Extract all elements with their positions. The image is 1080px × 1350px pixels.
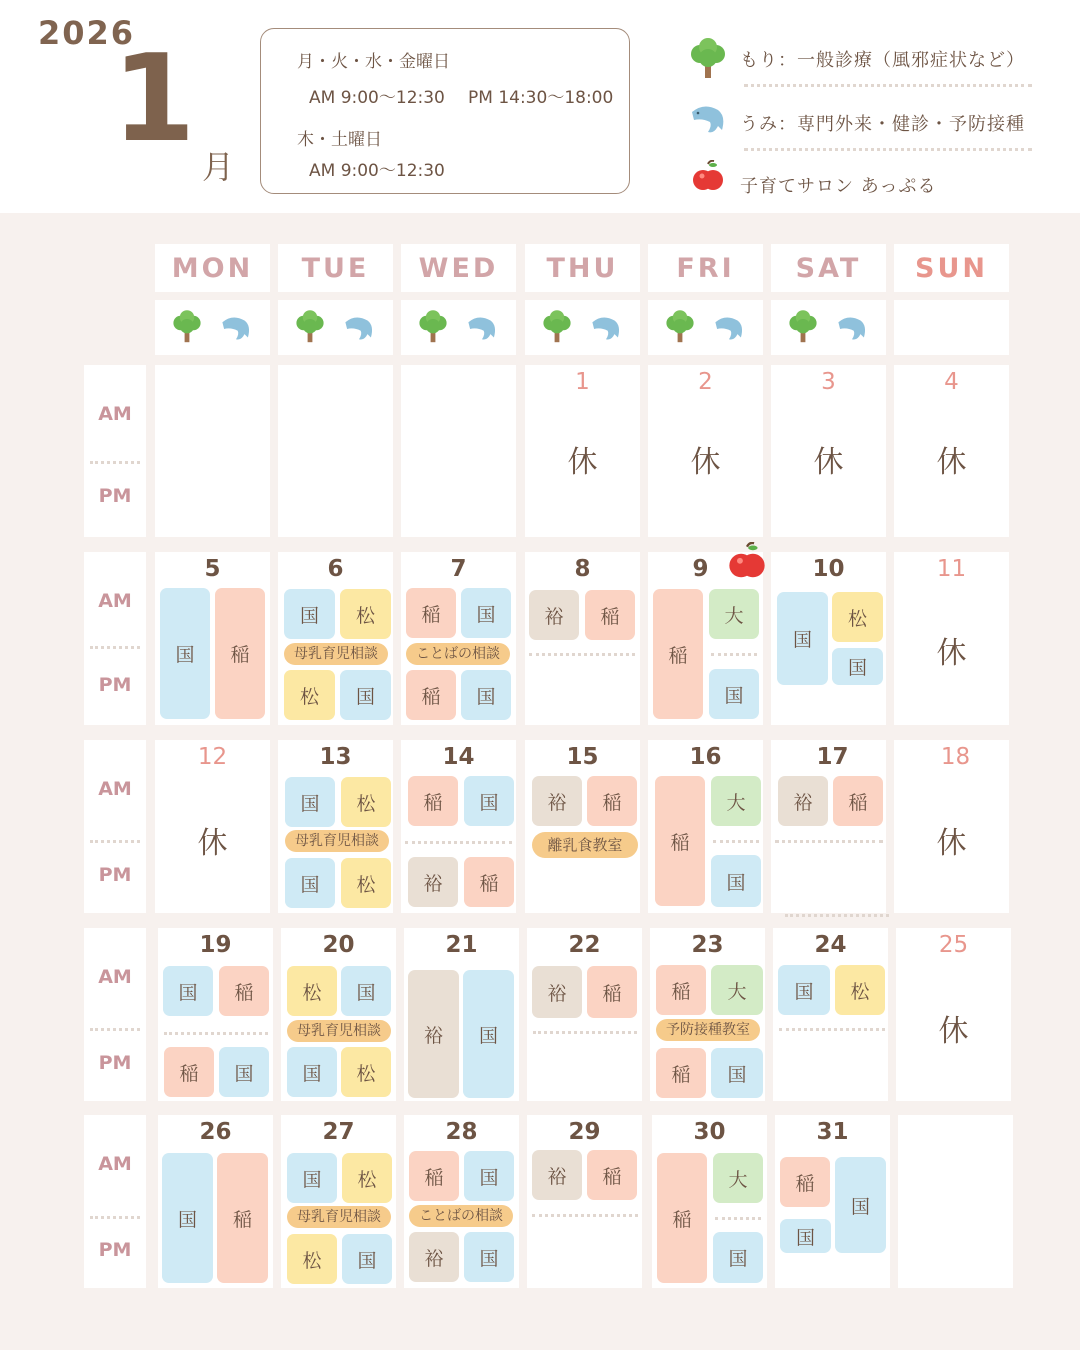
day-cell-24[interactable] bbox=[773, 928, 888, 1101]
doctor-hiro: 裕 bbox=[778, 776, 828, 826]
doctor-kuni: 国 bbox=[711, 855, 761, 907]
day-cell-17[interactable] bbox=[771, 740, 886, 913]
day-number: 1 bbox=[575, 369, 590, 395]
apple-icon bbox=[726, 542, 768, 586]
legend-divider bbox=[744, 148, 1032, 151]
session-divider bbox=[532, 1214, 638, 1217]
legend-divider bbox=[744, 84, 1032, 87]
service-icons-tue bbox=[278, 300, 393, 355]
session-divider bbox=[775, 840, 883, 843]
doctor-hiro: 裕 bbox=[532, 966, 582, 1018]
closed-label: 休 bbox=[936, 826, 967, 861]
day-cell-5[interactable] bbox=[155, 552, 270, 725]
dolphin-icon bbox=[465, 312, 499, 350]
session-divider bbox=[90, 1216, 140, 1219]
empty-cell bbox=[898, 1115, 1013, 1288]
doctor-kuni: 国 bbox=[461, 588, 511, 638]
day-cell-27[interactable] bbox=[281, 1115, 396, 1288]
closed-label: 休 bbox=[567, 445, 598, 480]
calendar-header bbox=[0, 0, 1080, 213]
doctor-ine: 稲 bbox=[409, 1151, 459, 1201]
event-rinyu: 離乳食教室 bbox=[532, 832, 638, 858]
session-label-week3 bbox=[84, 740, 146, 913]
day-cell-25[interactable] bbox=[896, 928, 1011, 1101]
session-label-week4 bbox=[84, 928, 146, 1101]
doctor-hiro: 裕 bbox=[408, 857, 458, 907]
doctor-matsu: 松 bbox=[835, 965, 885, 1015]
doctor-kuni: 国 bbox=[778, 965, 830, 1015]
dolphin-icon bbox=[712, 312, 746, 350]
doctor-kuni: 国 bbox=[284, 589, 335, 639]
doctor-hiro: 裕 bbox=[409, 1232, 459, 1282]
tree-icon bbox=[294, 310, 326, 348]
pm-label: PM bbox=[98, 1239, 132, 1261]
day-cell-8[interactable] bbox=[525, 552, 640, 725]
doctor-matsu: 松 bbox=[341, 777, 391, 827]
day-cell-23[interactable] bbox=[650, 928, 765, 1101]
weekday-wed: WED bbox=[401, 244, 516, 292]
doctor-hiro: 裕 bbox=[532, 776, 582, 826]
pm-label: PM bbox=[98, 1052, 132, 1074]
doctor-kuni: 国 bbox=[287, 1153, 337, 1203]
weekday-sat: SAT bbox=[771, 244, 886, 292]
weekday-fri: FRI bbox=[648, 244, 763, 292]
day-number: 16 bbox=[689, 744, 722, 770]
event-bonyu: 母乳育児相談 bbox=[285, 830, 389, 852]
session-divider bbox=[164, 1032, 268, 1035]
service-icons-wed bbox=[401, 300, 516, 355]
day-number: 8 bbox=[574, 556, 591, 582]
day-cell-21[interactable] bbox=[404, 928, 519, 1101]
doctor-ine: 稲 bbox=[655, 776, 705, 906]
day-cell-3[interactable] bbox=[771, 365, 886, 537]
doctor-kuni: 国 bbox=[461, 670, 511, 720]
tree-icon bbox=[417, 310, 449, 348]
event-bonyu: 母乳育児相談 bbox=[287, 1206, 391, 1228]
session-label-week2 bbox=[84, 552, 146, 725]
session-divider bbox=[779, 1028, 885, 1031]
session-divider bbox=[533, 1031, 637, 1034]
doctor-kuni: 国 bbox=[713, 1232, 763, 1283]
weekday-mon: MON bbox=[155, 244, 270, 292]
weekday-thu: THU bbox=[525, 244, 640, 292]
day-number: 12 bbox=[197, 744, 228, 770]
legend-apple-label: 子育てサロン あっぷる bbox=[740, 176, 937, 197]
session-divider bbox=[405, 841, 512, 844]
day-number: 7 bbox=[450, 556, 467, 582]
day-cell-11[interactable] bbox=[894, 552, 1009, 725]
am-label: AM bbox=[98, 778, 132, 800]
doctor-kuni: 国 bbox=[285, 777, 335, 827]
doctor-matsu: 松 bbox=[341, 1047, 391, 1097]
doctor-hiro: 裕 bbox=[529, 590, 579, 640]
doctor-kuni: 国 bbox=[835, 1157, 886, 1253]
doctor-kuni: 国 bbox=[340, 670, 391, 720]
empty-cell bbox=[401, 365, 516, 537]
day-number: 14 bbox=[442, 744, 475, 770]
doctor-kuni: 国 bbox=[777, 592, 828, 685]
doctor-matsu: 松 bbox=[284, 670, 335, 720]
day-number: 25 bbox=[938, 932, 969, 958]
service-icons-sat bbox=[771, 300, 886, 355]
day-cell-9[interactable] bbox=[648, 552, 763, 725]
day-number: 20 bbox=[322, 932, 355, 958]
event-kotoba: ことばの相談 bbox=[406, 643, 510, 665]
day-number: 13 bbox=[319, 744, 352, 770]
doctor-ine: 稲 bbox=[585, 590, 635, 640]
doctor-kuni: 国 bbox=[832, 648, 883, 685]
session-divider bbox=[90, 1028, 140, 1031]
doctor-ine: 稲 bbox=[217, 1153, 268, 1283]
doctor-ine: 稲 bbox=[408, 776, 458, 826]
tree-icon bbox=[787, 310, 819, 348]
doctor-kuni: 国 bbox=[287, 1047, 337, 1097]
am-label: AM bbox=[98, 1153, 132, 1175]
doctor-kuni: 国 bbox=[464, 1232, 514, 1282]
event-kotoba: ことばの相談 bbox=[409, 1205, 513, 1227]
tree-icon bbox=[664, 310, 696, 348]
day-number: 30 bbox=[693, 1119, 726, 1145]
doctor-ine: 稲 bbox=[657, 1153, 707, 1283]
day-cell-1[interactable] bbox=[525, 365, 640, 537]
legend-umi-label: うみ：専門外来・健診・予防接種 bbox=[740, 114, 1025, 135]
day-number: 23 bbox=[691, 932, 724, 958]
weekday-sun: SUN bbox=[894, 244, 1009, 292]
doctor-ine: 稲 bbox=[219, 966, 269, 1016]
session-label-week1 bbox=[84, 365, 146, 537]
month-suffix: 月 bbox=[202, 148, 235, 186]
session-divider bbox=[529, 653, 635, 656]
day-cell-30[interactable] bbox=[652, 1115, 767, 1288]
doctor-ine: 稲 bbox=[406, 670, 456, 720]
day-cell-22[interactable] bbox=[527, 928, 642, 1101]
session-divider bbox=[90, 646, 140, 649]
session-divider bbox=[711, 653, 757, 656]
day-cell-15[interactable] bbox=[525, 740, 640, 913]
day-number: 28 bbox=[445, 1119, 478, 1145]
doctor-ine: 稲 bbox=[215, 588, 265, 719]
weekday-group-1: 月・火・水・金曜日 bbox=[297, 52, 450, 72]
event-bonyu: 母乳育児相談 bbox=[284, 643, 388, 665]
day-number: 6 bbox=[327, 556, 344, 582]
day-number: 9 bbox=[692, 556, 709, 582]
day-cell-14[interactable] bbox=[401, 740, 516, 913]
day-number: 3 bbox=[821, 369, 836, 395]
pm-label: PM bbox=[98, 674, 132, 696]
closed-label: 休 bbox=[936, 636, 967, 671]
empty-cell bbox=[155, 365, 270, 537]
day-number: 18 bbox=[940, 744, 971, 770]
day-number: 26 bbox=[199, 1119, 232, 1145]
day-cell-20[interactable] bbox=[281, 928, 396, 1101]
doctor-kuni: 国 bbox=[709, 669, 759, 719]
day-number: 21 bbox=[445, 932, 478, 958]
doctor-ine: 稲 bbox=[406, 588, 456, 638]
day-cell-28[interactable] bbox=[404, 1115, 519, 1288]
day-number: 10 bbox=[812, 556, 845, 582]
doctor-matsu: 松 bbox=[340, 589, 391, 639]
day-number: 17 bbox=[816, 744, 849, 770]
doctor-kuni: 国 bbox=[163, 966, 213, 1016]
session-divider bbox=[90, 461, 140, 464]
day-number: 27 bbox=[322, 1119, 355, 1145]
doctor-ine: 稲 bbox=[587, 1150, 637, 1200]
dolphin-icon bbox=[342, 312, 376, 350]
doctor-kuni: 国 bbox=[285, 858, 335, 908]
day-cell-18[interactable] bbox=[894, 740, 1009, 913]
doctor-ine: 稲 bbox=[833, 776, 883, 826]
day-cell-10[interactable] bbox=[771, 552, 886, 725]
session-divider bbox=[715, 1217, 761, 1220]
closed-label: 休 bbox=[197, 826, 228, 861]
dolphin-icon bbox=[835, 312, 869, 350]
doctor-matsu: 松 bbox=[342, 1153, 392, 1203]
weekday-tue: TUE bbox=[278, 244, 393, 292]
day-cell-7[interactable] bbox=[401, 552, 516, 725]
am-label: AM bbox=[98, 590, 132, 612]
day-number: 5 bbox=[204, 556, 221, 582]
session-divider bbox=[90, 840, 140, 843]
doctor-kuni: 国 bbox=[780, 1219, 831, 1253]
empty-cell bbox=[278, 365, 393, 537]
doctor-kuni: 国 bbox=[463, 970, 514, 1098]
event-yobo: 予防接種教室 bbox=[656, 1019, 760, 1041]
am-label: AM bbox=[98, 966, 132, 988]
thu-sat-am-hours: AM 9:00〜12:30 bbox=[309, 161, 445, 181]
doctor-kuni: 国 bbox=[464, 776, 514, 826]
legend-mori-label: もり：一般診療（風邪症状など） bbox=[740, 50, 1025, 71]
clinic-hours-box bbox=[260, 28, 630, 194]
tree-icon bbox=[541, 310, 573, 348]
doctor-ine: 稲 bbox=[587, 966, 637, 1018]
doctor-kuni: 国 bbox=[162, 1153, 213, 1283]
weekday-pm-hours: PM 14:30〜18:00 bbox=[468, 88, 614, 108]
doctor-kuni: 国 bbox=[342, 1234, 392, 1284]
day-number: 4 bbox=[944, 369, 959, 395]
closed-label: 休 bbox=[938, 1014, 969, 1049]
day-number: 19 bbox=[199, 932, 232, 958]
doctor-ine: 稲 bbox=[587, 776, 637, 826]
doctor-kuni: 国 bbox=[711, 1048, 763, 1098]
doctor-kuni: 国 bbox=[160, 588, 210, 719]
service-icons-fri bbox=[648, 300, 763, 355]
doctor-ine: 稲 bbox=[164, 1047, 214, 1097]
doctor-hiro: 裕 bbox=[408, 970, 459, 1098]
day-number: 22 bbox=[568, 932, 601, 958]
doctor-ine: 稲 bbox=[653, 589, 703, 719]
doctor-kuni: 国 bbox=[219, 1047, 269, 1097]
doctor-kuni: 国 bbox=[464, 1151, 514, 1201]
service-icons-thu bbox=[525, 300, 640, 355]
dolphin-icon bbox=[688, 100, 728, 144]
closed-label: 休 bbox=[813, 445, 844, 480]
doctor-dai: 大 bbox=[711, 776, 761, 826]
pm-label: PM bbox=[98, 864, 132, 886]
dolphin-icon bbox=[589, 312, 623, 350]
day-number: 29 bbox=[568, 1119, 601, 1145]
year: 2026 bbox=[38, 14, 136, 52]
doctor-matsu: 松 bbox=[341, 858, 391, 908]
day-cell-4[interactable] bbox=[894, 365, 1009, 537]
dolphin-icon bbox=[219, 312, 253, 350]
day-cell-26[interactable] bbox=[158, 1115, 273, 1288]
doctor-ine: 稲 bbox=[656, 1048, 706, 1098]
day-number: 31 bbox=[816, 1119, 849, 1145]
day-number: 15 bbox=[566, 744, 599, 770]
day-number: 24 bbox=[814, 932, 847, 958]
day-cell-2[interactable] bbox=[648, 365, 763, 537]
doctor-ine: 稲 bbox=[464, 857, 514, 907]
doctor-ine: 稲 bbox=[780, 1157, 830, 1207]
event-bonyu: 母乳育児相談 bbox=[287, 1020, 391, 1042]
day-cell-6[interactable] bbox=[278, 552, 393, 725]
am-label: AM bbox=[98, 403, 132, 425]
doctor-dai: 大 bbox=[713, 1153, 763, 1203]
doctor-matsu: 松 bbox=[287, 1234, 337, 1284]
doctor-ine: 稲 bbox=[656, 965, 706, 1015]
day-cell-31[interactable] bbox=[775, 1115, 890, 1288]
day-cell-16[interactable] bbox=[648, 740, 763, 913]
doctor-dai: 大 bbox=[711, 965, 763, 1015]
doctor-hiro: 裕 bbox=[532, 1150, 582, 1200]
week-divider bbox=[785, 914, 889, 917]
doctor-kuni: 国 bbox=[341, 966, 391, 1016]
session-divider bbox=[713, 840, 759, 843]
service-icons-sun bbox=[894, 300, 1009, 355]
pm-label: PM bbox=[98, 485, 132, 507]
weekday-am-hours: AM 9:00〜12:30 bbox=[309, 88, 445, 108]
closed-label: 休 bbox=[936, 445, 967, 480]
session-label-week5 bbox=[84, 1115, 146, 1288]
day-number: 11 bbox=[936, 556, 967, 582]
day-cell-12[interactable] bbox=[155, 740, 270, 913]
weekday-group-2: 木・土曜日 bbox=[297, 130, 382, 150]
doctor-matsu: 松 bbox=[832, 592, 883, 642]
doctor-dai: 大 bbox=[709, 589, 759, 639]
tree-icon bbox=[688, 38, 728, 84]
service-icons-mon bbox=[155, 300, 270, 355]
closed-label: 休 bbox=[690, 445, 721, 480]
day-number: 2 bbox=[698, 369, 713, 395]
day-cell-19[interactable] bbox=[158, 928, 273, 1101]
apple-icon bbox=[692, 160, 724, 198]
day-cell-29[interactable] bbox=[527, 1115, 642, 1288]
doctor-matsu: 松 bbox=[287, 966, 337, 1016]
month-number: 1 bbox=[112, 30, 196, 169]
day-cell-13[interactable] bbox=[278, 740, 393, 913]
tree-icon bbox=[171, 310, 203, 348]
